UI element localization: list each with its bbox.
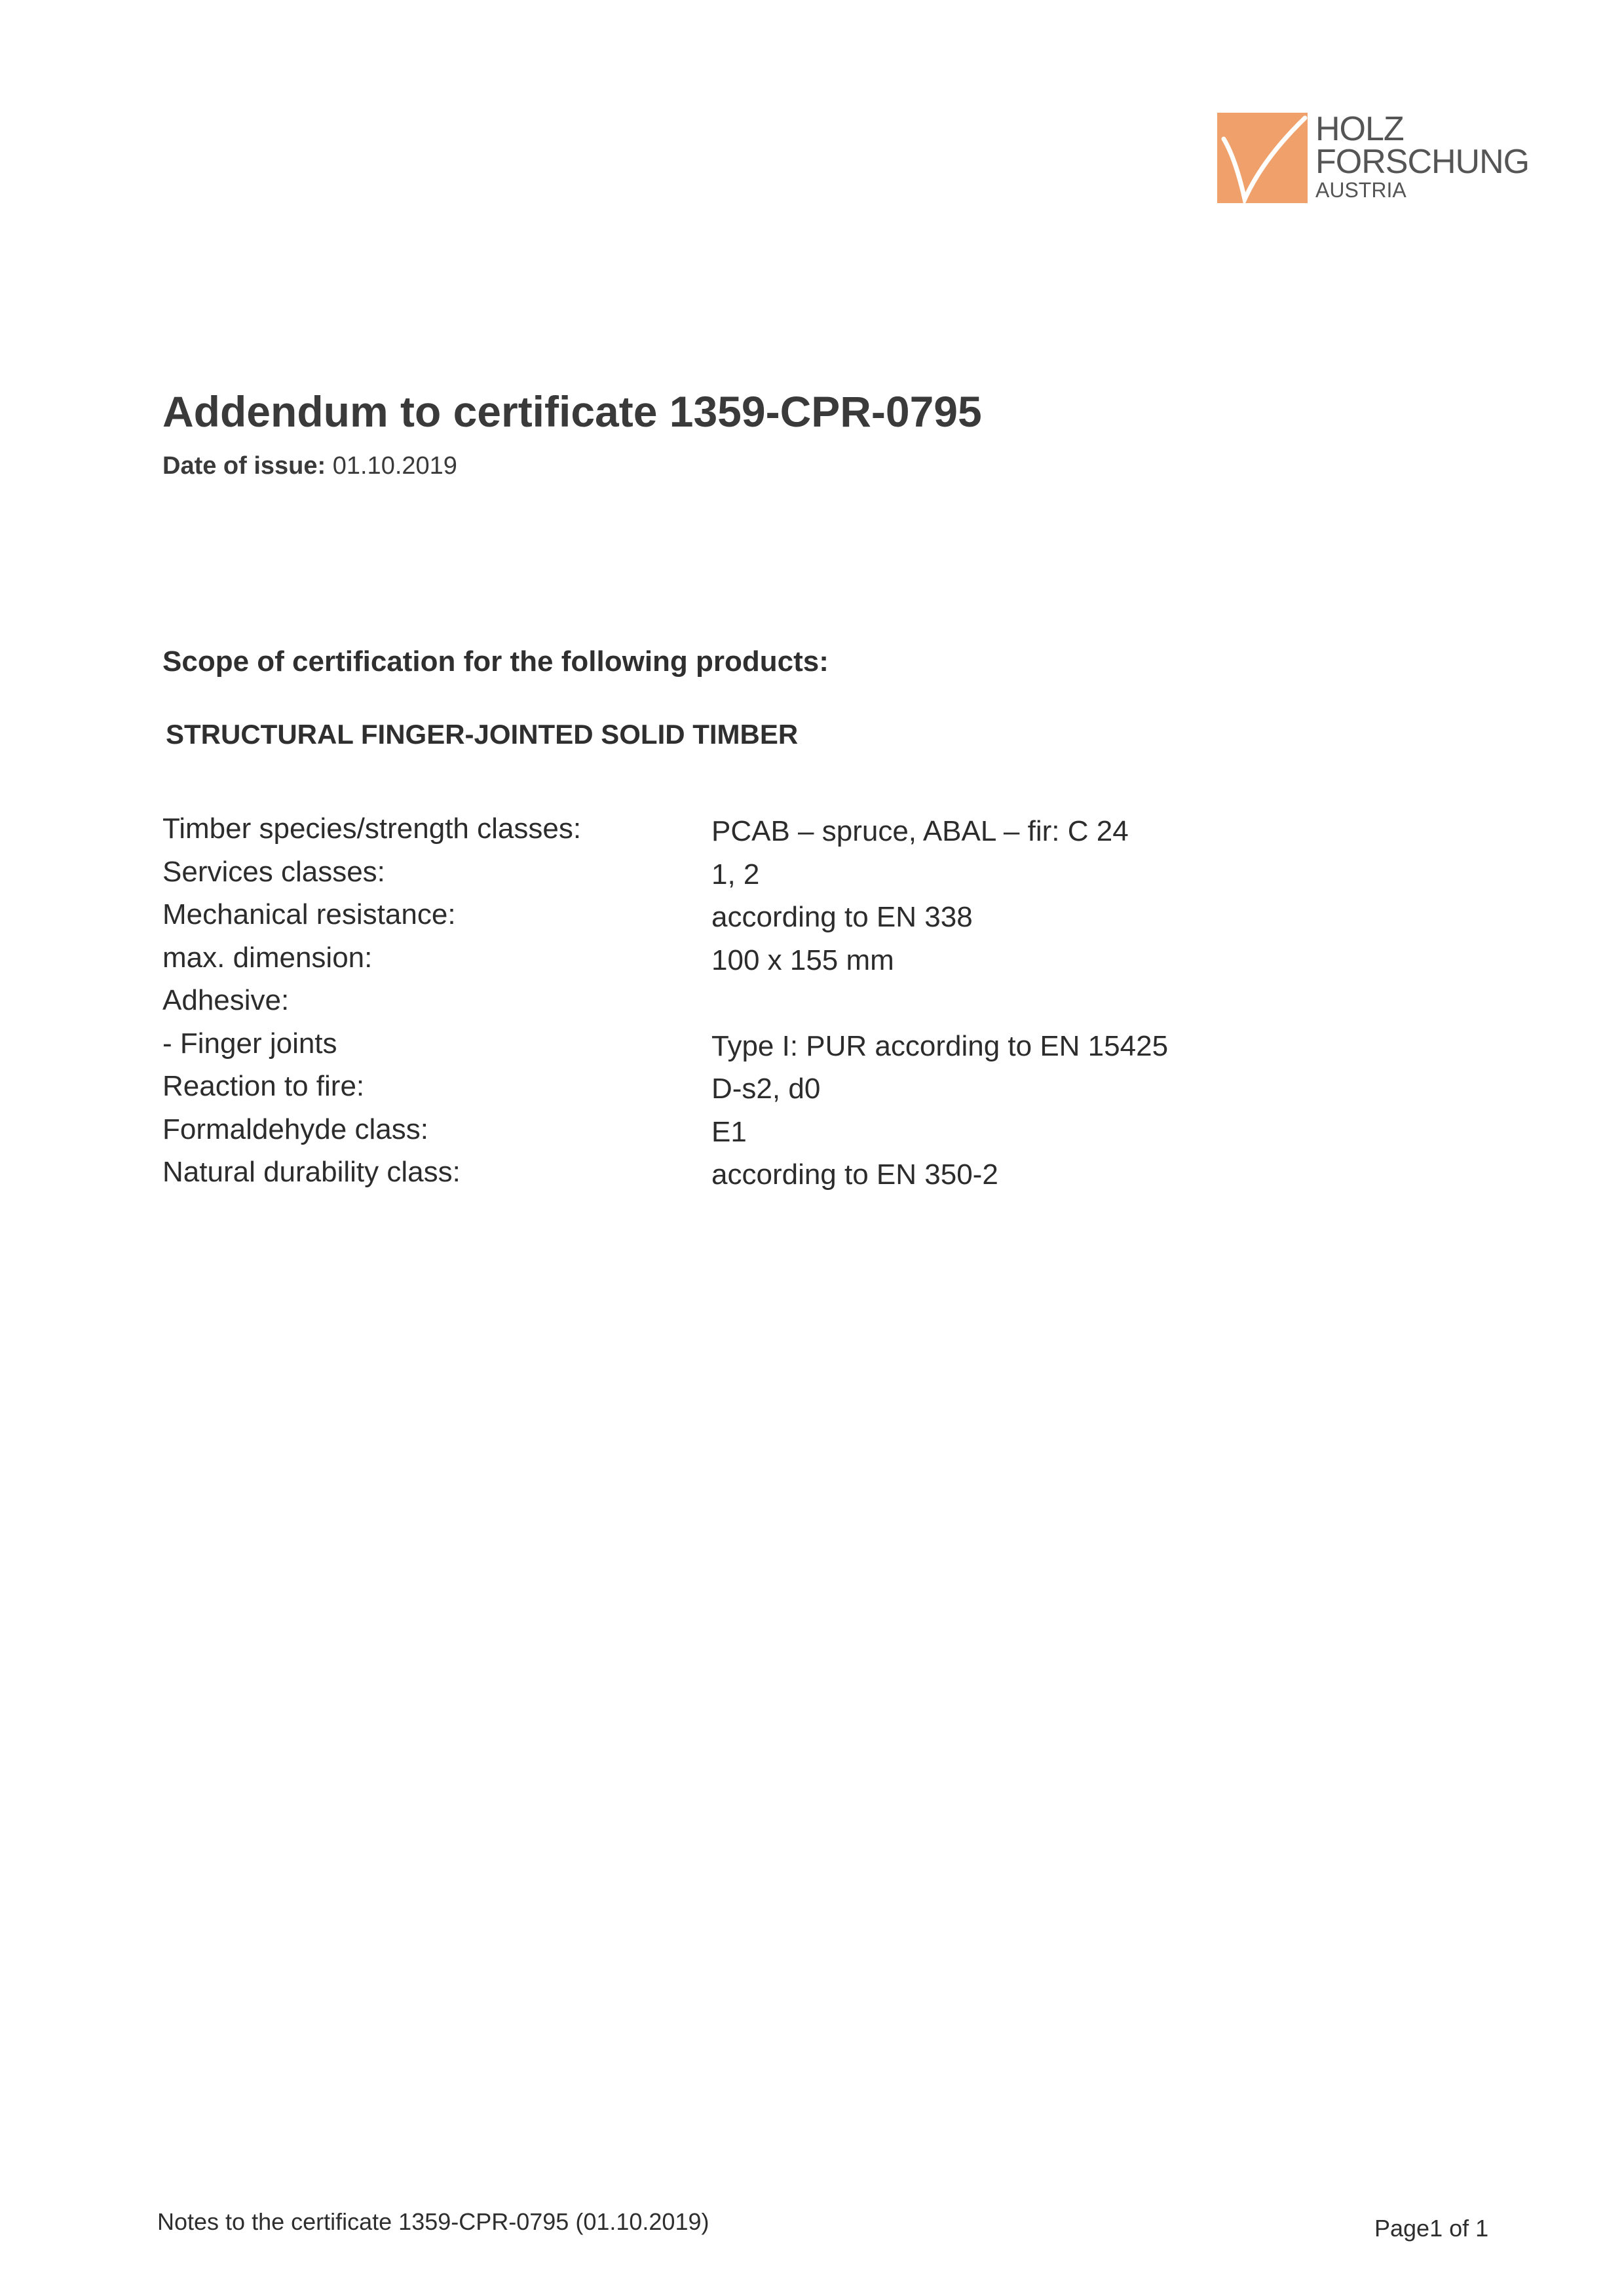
spec-value: 1, 2 (711, 858, 760, 890)
spec-label: max. dimension: (162, 941, 373, 974)
logo-text-holz: HOLZ (1315, 110, 1404, 148)
spec-value: according to EN 350-2 (711, 1158, 998, 1191)
product-name: STRUCTURAL FINGER-JOINTED SOLID TIMBER (166, 719, 799, 750)
spec-row-reaction-to-fire (162, 1070, 1276, 1113)
specs-table (162, 813, 1276, 1199)
spec-label: - Finger joints (162, 1027, 337, 1060)
company-logo (1217, 110, 1545, 211)
spec-value: D-s2, d0 (711, 1073, 821, 1105)
spec-label: Formaldehyde class: (162, 1113, 428, 1145)
spec-row-formaldehyde-class (162, 1113, 1276, 1157)
spec-row-timber-species (162, 813, 1276, 856)
issue-date-line (162, 452, 457, 480)
page-number: Page1 of 1 (1374, 2215, 1489, 2242)
spec-row-service-classes (162, 856, 1276, 899)
spec-label: Adhesive: (162, 984, 290, 1016)
spec-label: Timber species/strength classes: (162, 813, 582, 845)
spec-label: Mechanical resistance: (162, 898, 456, 930)
spec-value: Type I: PUR according to EN 15425 (711, 1029, 1169, 1062)
spec-row-max-dimension (162, 942, 1276, 985)
spec-row-mechanical-resistance (162, 898, 1276, 942)
spec-label: Reaction to fire: (162, 1070, 365, 1102)
logo-text-forschung: FORSCHUNG (1315, 143, 1530, 181)
scope-heading: Scope of certification for the following products: (162, 645, 829, 678)
logo-text-austria: AUSTRIA (1315, 178, 1407, 202)
spec-label: Natural durability class: (162, 1156, 461, 1188)
issue-date-value: 01.10.2019 (332, 452, 457, 480)
footer-note: Notes to the certificate 1359-CPR-0795 (01.10.2019) (157, 2208, 709, 2235)
spec-label: Services classes: (162, 855, 385, 888)
spec-value: according to EN 338 (711, 901, 973, 933)
spec-row-natural-durability (162, 1156, 1276, 1199)
spec-row-finger-joints (162, 1027, 1276, 1071)
document-title: Addendum to certificate 1359-CPR-0795 (162, 387, 982, 436)
issue-date-label: Date of issue: (162, 452, 326, 480)
spec-value: PCAB – spruce, ABAL – fir: C 24 (711, 815, 1129, 847)
spec-value: 100 x 155 mm (711, 944, 894, 976)
spec-value: E1 (711, 1115, 747, 1148)
spec-row-adhesive (162, 984, 1276, 1027)
checkmark-logo-icon (1217, 113, 1308, 203)
logo-wordmark (1315, 110, 1530, 202)
